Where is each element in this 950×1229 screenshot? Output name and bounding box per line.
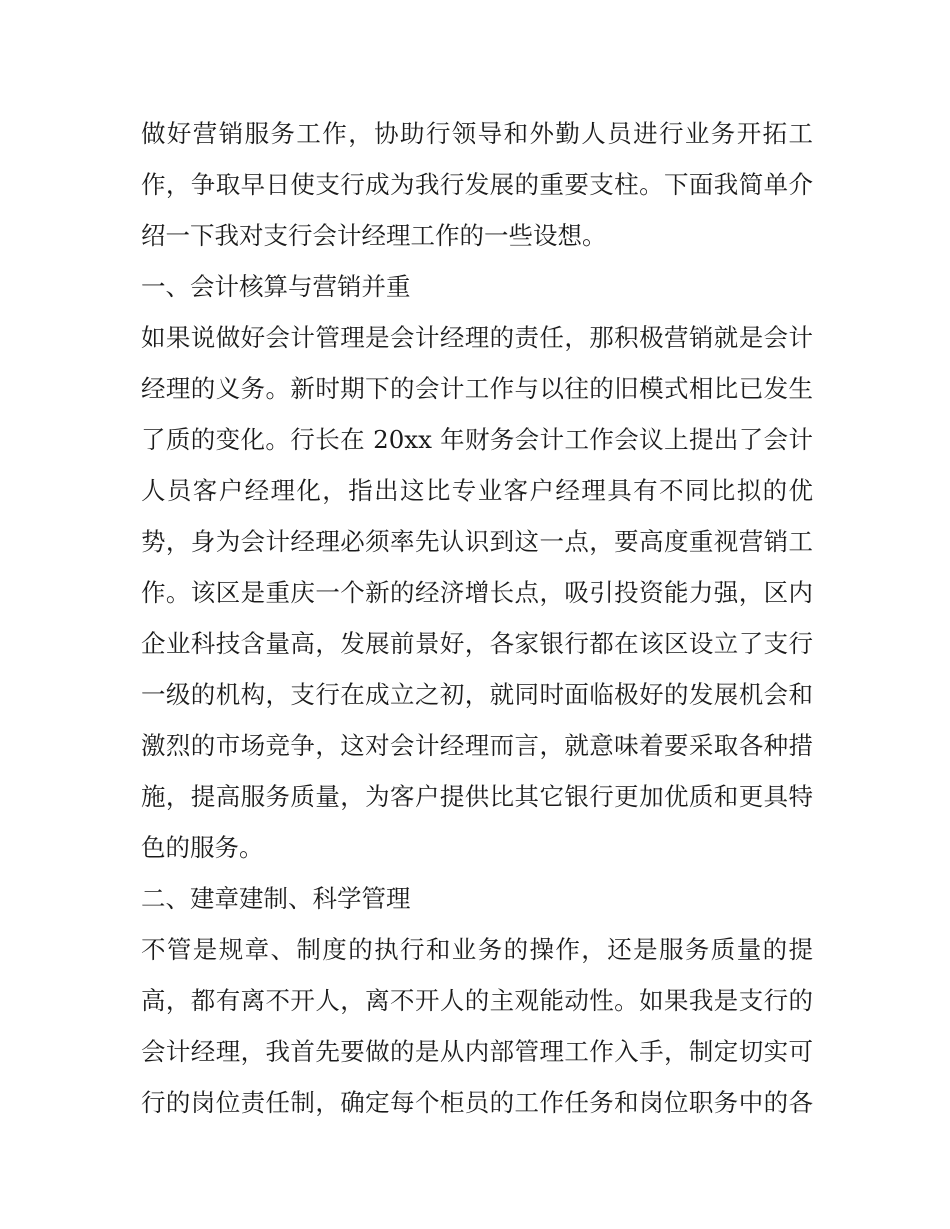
paragraph-intro [141, 108, 813, 261]
section-heading-1: 一、会计核算与营销并重 [141, 272, 411, 301]
paragraph-accounting-marketing [141, 312, 813, 873]
text-line: 一级的机构，支行在成立之初，就同时面临极好的发展机会和 [141, 680, 813, 709]
text-line: 作。该区是重庆一个新的经济增长点，吸引投资能力强，区内 [141, 578, 813, 607]
text-line: 高，都有离不开人，离不开人的主观能动性。如果我是支行的 [141, 986, 813, 1015]
section-heading-2: 二、建章建制、科学管理 [141, 884, 411, 913]
text-line: 色的服务。 [141, 833, 264, 862]
text-line: 行的岗位责任制，确定每个柜员的工作任务和岗位职务中的各 [141, 1088, 813, 1117]
text-line: 经理的义务。新时期下的会计工作与以往的旧模式相比已发生 [141, 374, 813, 403]
text-line: 激烈的市场竞争，这对会计经理而言，就意味着要采取各种措 [141, 731, 813, 760]
text-line: 绍一下我对支行会计经理工作的一些设想。 [141, 221, 607, 250]
paragraph-management [141, 924, 813, 1128]
text-line: 如果说做好会计管理是会计经理的责任，那积极营销就是会计 [141, 323, 813, 352]
document-body [141, 108, 813, 1128]
text-line: 了质的变化。行长在 20xx 年财务会计工作会议上提出了会计 [141, 425, 813, 454]
text-line: 施，提高服务质量，为客户提供比其它银行更加优质和更具特 [141, 782, 813, 811]
text-line: 不管是规章、制度的执行和业务的操作，还是服务质量的提 [141, 935, 813, 964]
text-line: 人员客户经理化，指出这比专业客户经理具有不同比拟的优 [141, 476, 813, 505]
text-line: 企业科技含量高，发展前景好，各家银行都在该区设立了支行 [141, 629, 813, 658]
text-line: 做好营销服务工作，协助行领导和外勤人员进行业务开拓工 [141, 119, 813, 148]
text-line: 作，争取早日使支行成为我行发展的重要支柱。下面我简单介 [141, 170, 813, 199]
text-line: 势，身为会计经理必须率先认识到这一点，要高度重视营销工 [141, 527, 813, 556]
text-line: 会计经理，我首先要做的是从内部管理工作入手，制定切实可 [141, 1037, 813, 1066]
